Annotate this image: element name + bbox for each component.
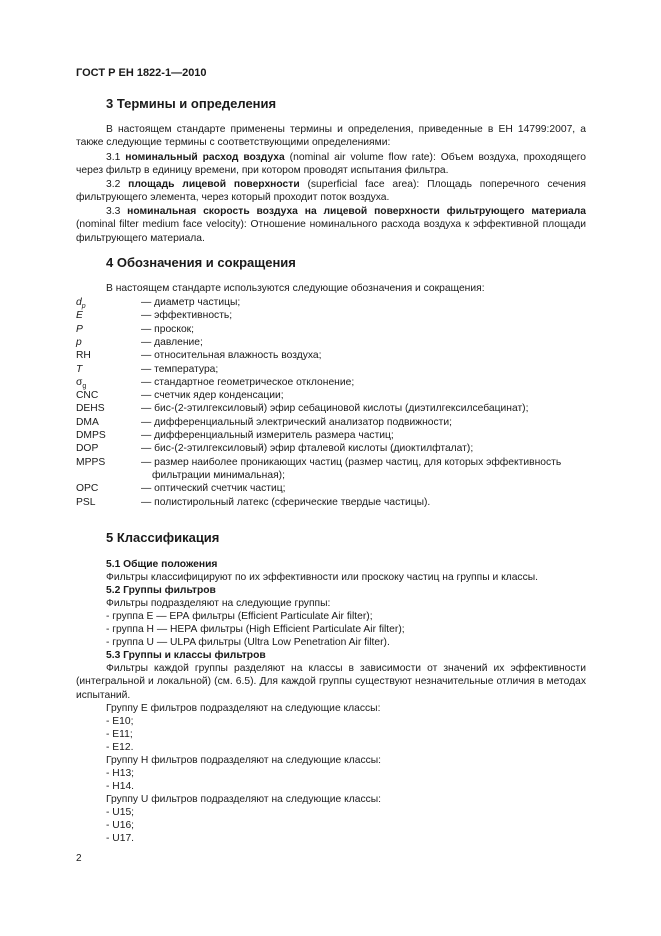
abbreviation-symbol — [76, 323, 83, 336]
abbreviation-definition: — полистирольный латекс (сферические твердые частицы). — [141, 496, 431, 508]
abbreviation-definition: — размер наиболее проникающих частиц (размер частиц, для которых эффективность — [141, 456, 562, 468]
abbreviation-definition: — стандартное геометрическое отклонение; — [141, 376, 355, 388]
subsection-5-1-title: 5.1 Общие положения — [106, 559, 218, 570]
subsection-5-3-title: 5.3 Группы и классы фильтров — [106, 650, 266, 661]
abbreviation-symbol — [76, 336, 82, 349]
symbol-subscript: p — [81, 303, 86, 311]
symbol-text: PSL — [76, 496, 96, 508]
symbol-text: σ — [76, 376, 83, 388]
section-4-intro: В настоящем стандарте используются следующие обозначения и сокращения: — [106, 283, 485, 294]
abbreviation-symbol — [76, 389, 98, 402]
abbreviation-symbol — [76, 402, 105, 415]
section-4-heading: 4 Обозначения и сокращения — [106, 255, 296, 270]
definition-3-2 — [76, 178, 586, 205]
abbreviation-symbol — [76, 309, 83, 322]
abbreviation-definition: — оптический счетчик частиц; — [141, 483, 286, 495]
group-u-intro: Группу U фильтров подразделяют на следующие классы: — [106, 794, 382, 805]
class-list-item: - E12. — [106, 742, 134, 753]
symbol-text: DEHS — [76, 403, 105, 415]
class-list-item: - E11; — [106, 729, 133, 740]
class-list-item: - U16; — [106, 820, 135, 831]
symbol-text: P — [76, 323, 83, 335]
abbreviation-symbol — [76, 416, 99, 429]
symbol-text: CNC — [76, 390, 99, 402]
symbol-text: d — [76, 297, 82, 308]
abbreviation-definition: — температура; — [141, 363, 219, 375]
abbreviation-definition: — счетчик ядер конденсации; — [141, 390, 284, 402]
abbreviation-symbol — [76, 363, 82, 376]
symbol-text: MPPS — [76, 456, 106, 468]
class-list-item: - U17. — [106, 833, 135, 844]
abbreviation-definition: — дифференциальный электрический анализатор подвижности; — [141, 416, 452, 428]
subsection-5-3-text: Фильтры каждой группы разделяют на классы в зависимости от значений их эффективности (интегральной и локальной) (см. 6.5). Для каждой группы существуют незначительные отличия в методах испытаний. — [76, 663, 586, 701]
abbreviation-definition: фильтрации минимальная); — [152, 469, 285, 481]
group-h-intro: Группу Н фильтров подразделяют на следующие классы: — [106, 755, 382, 766]
class-list-item: - U15; — [106, 807, 135, 818]
abbreviation-definition: — дифференциальный измеритель размера частиц; — [141, 430, 394, 441]
abbreviation-symbol — [76, 429, 106, 442]
document-header: ГОСТ Р ЕН 1822-1—2010 — [76, 67, 207, 79]
class-list-item: - H14. — [106, 781, 135, 792]
section-5-heading: 5 Классификация — [106, 530, 220, 545]
group-list-item: - группа Е — ЕРА фильтры (Efficient Particulate Air filter); — [106, 611, 373, 622]
abbreviation-symbol — [76, 482, 98, 495]
definition-text: (nominal filter medium face velocity): Отношение номинального расхода воздуха к эффективной площади фильтрующего материала. — [76, 219, 586, 244]
abbreviation-symbol — [76, 442, 98, 455]
symbol-text: RH — [76, 350, 91, 362]
symbol-text: E — [76, 310, 83, 322]
definition-text: (superficial face area): Площадь поперечного сечения фильтрующего элемента, через который проходит поток воздуха. — [76, 179, 586, 204]
symbol-text: DOP — [76, 443, 99, 455]
definition-3-1 — [76, 151, 586, 178]
definition-number: 3.1 — [106, 152, 121, 163]
symbol-text: DMA — [76, 416, 99, 428]
definition-term: номинальная скорость воздуха на лицевой поверхности фильтрующего материала — [127, 206, 586, 217]
abbreviation-symbol — [76, 496, 95, 509]
abbreviation-definition: — проскок; — [141, 323, 195, 335]
subsection-5-2-text: Фильтры подразделяют на следующие группы: — [106, 598, 331, 609]
definition-3-3 — [76, 205, 586, 245]
group-list-item: - группа U — ULPA фильтры (Ultra Low Penetration Air filter). — [106, 637, 390, 648]
abbreviation-symbol — [76, 456, 105, 469]
class-list-item: - E10; — [106, 716, 134, 727]
abbreviation-definition: — бис-(2-этилгексиловый) эфир себациновой кислоты (диэтилгексилсебацинат); — [141, 403, 529, 415]
definition-number: 3.2 — [106, 179, 121, 190]
symbol-text: DMPS — [76, 430, 106, 441]
definition-term: номинальный расход воздуха — [125, 152, 285, 163]
abbreviation-definition: — давление; — [141, 336, 203, 348]
definition-term: площадь лицевой поверхности — [128, 179, 300, 190]
abbreviation-definition: — эффективность; — [141, 310, 233, 322]
section-3-heading: 3 Термины и определения — [106, 96, 277, 111]
symbol-subscript: g — [82, 382, 87, 390]
class-list-item: - H13; — [106, 768, 135, 779]
group-list-item: - группа Н — НЕРА фильтры (High Efficient Particulate Air filter); — [106, 624, 405, 635]
section-3-intro: В настоящем стандарте применены термины и определения, приведенные в ЕН 14799:2007, а также следующие термины с соответствующими определениями: — [76, 124, 586, 149]
definition-text: (nominal air volume flow rate): Объем воздуха, проходящего через фильтр в единицу времени, при котором проводят испытания фильтра. — [76, 152, 586, 177]
subsection-5-1-text: Фильтры классифицируют по их эффективности или проскоку частиц на группы и классы. — [106, 572, 538, 583]
symbol-text: p — [76, 336, 82, 348]
group-e-intro: Группу Е фильтров подразделяют на следующие классы: — [106, 703, 381, 714]
abbreviation-symbol — [76, 349, 91, 362]
definition-number: 3.3 — [106, 206, 121, 217]
symbol-text: OPC — [76, 483, 99, 495]
abbreviation-definition: — диаметр частицы; — [141, 297, 241, 308]
symbol-text: T — [76, 363, 83, 375]
subsection-5-2-title: 5.2 Группы фильтров — [106, 585, 216, 596]
abbreviation-definition: — относительная влажность воздуха; — [141, 350, 322, 362]
abbreviation-definition: — бис-(2-этилгексиловый) эфир фталевой кислоты (диоктилфталат); — [141, 443, 474, 455]
page-number: 2 — [76, 853, 82, 864]
